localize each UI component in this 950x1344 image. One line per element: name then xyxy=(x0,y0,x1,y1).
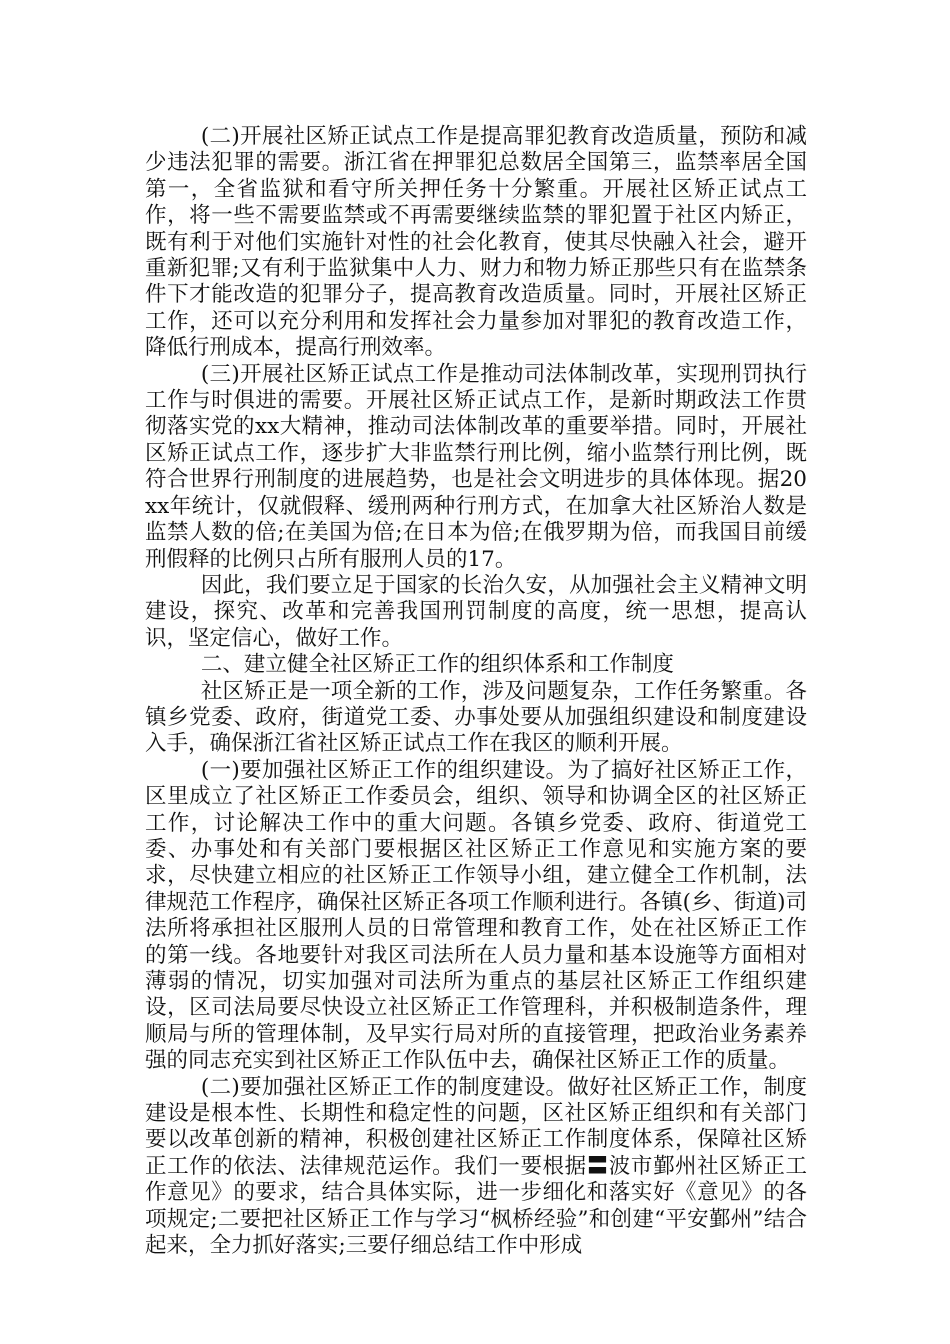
paragraph-section-3-judicial-reform: (三)开展社区矫正试点工作是推动司法体制改革，实现刑罚执行工作与时俱进的需要。开展社区矫正试点工作，是新时期政法工作贯彻落实党的xx大精神，推动司法体制改革的重要举措。同时，开展社区矫正试点工作，逐步扩大非监禁行刑比例，缩小监禁行刑比例，既符合世界行刑制度的进展趋势，也是社会文明进步的具体体现。据20xx年统计，仅就假释、缓刑两种行刑方式，在加拿大社区矫治人数是监禁人数的倍;在美国为倍;在日本为倍;在俄罗期为倍，而我国目前缓刑假释的比例只占所有服刑人员的17。 xyxy=(145,361,807,572)
paragraph-system-building: (二)要加强社区矫正工作的制度建设。做好社区矫正工作，制度建设是根本性、长期性和稳定性的问题，区社区矫正组织和有关部门要以改革创新的精神，积极创建社区矫正工作制度体系，保障社区矫正工作的依法、法律规范运作。我们一要根据〓波市鄞州社区矫正工作意见》的要求，结合具体实际，进一步细化和落实好《意见》的各项规定;二要把社区矫正工作与学习“枫桥经验”和创建“平安鄞州”结合起来，全力抓好落实;三要仔细总结工作中形成 xyxy=(145,1074,807,1259)
document-body xyxy=(145,124,807,1259)
paragraph-organization-building: (一)要加强社区矫正工作的组织建设。为了搞好社区矫正工作，区里成立了社区矫正工作委员会，组织、领导和协调全区的社区矫正工作，讨论解决工作中的重大问题。各镇乡党委、政府、街道党工委、办事处和有关部门要根据区社区矫正工作意见和实施方案的要求，尽快建立相应的社区矫正工作领导小组，建立健全工作机制，法律规范工作程序，确保社区矫正各项工作顺利进行。各镇(乡、街道)司法所将承担社区服刑人员的日常管理和教育工作，处在社区矫正工作的第一线。各地要针对我区司法所在人员力量和基本设施等方面相对薄弱的情况，切实加强对司法所为重点的基层社区矫正工作组织建设，区司法局要尽快设立社区矫正工作管理科，并积极制造条件，理顺局与所的管理体制，及早实行局对所的直接管理，把政治业务素养强的同志充实到社区矫正工作队伍中去，确保社区矫正工作的质量。 xyxy=(145,757,807,1074)
paragraph-section-2-importance: (二)开展社区矫正试点工作是提高罪犯教育改造质量，预防和减少违法犯罪的需要。浙江省在押罪犯总数居全国第三，监禁率居全国第一，全省监狱和看守所关押任务十分繁重。开展社区矫正试点工作，将一些不需要监禁或不再需要继续监禁的罪犯置于社区内矫正，既有利于对他们实施针对性的社会化教育，使其尽快融入社会，避开重新犯罪;又有利于监狱集中人力、财力和物力矫正那些只有在监禁条件下才能改造的犯罪分子，提高教育改造质量。同时，开展社区矫正工作，还可以充分利用和发挥社会力量参加对罪犯的教育改造工作，降低行刑成本，提高行刑效率。 xyxy=(145,124,807,361)
section-heading-organization: 二、建立健全社区矫正工作的组织体系和工作制度 xyxy=(200,652,674,678)
paragraph-intro-organization: 社区矫正是一项全新的工作，涉及问题复杂，工作任务繁重。各镇乡党委、政府，街道党工委、办事处要从加强组织建设和制度建设入手，确保浙江省社区矫正试点工作在我区的顺利开展。 xyxy=(145,678,807,757)
paragraph-conclusion: 因此，我们要立足于国家的长治久安，从加强社会主义精神文明建设，探究、改革和完善我国刑罚制度的高度，统一思想，提高认识，坚定信心，做好工作。 xyxy=(145,572,807,651)
